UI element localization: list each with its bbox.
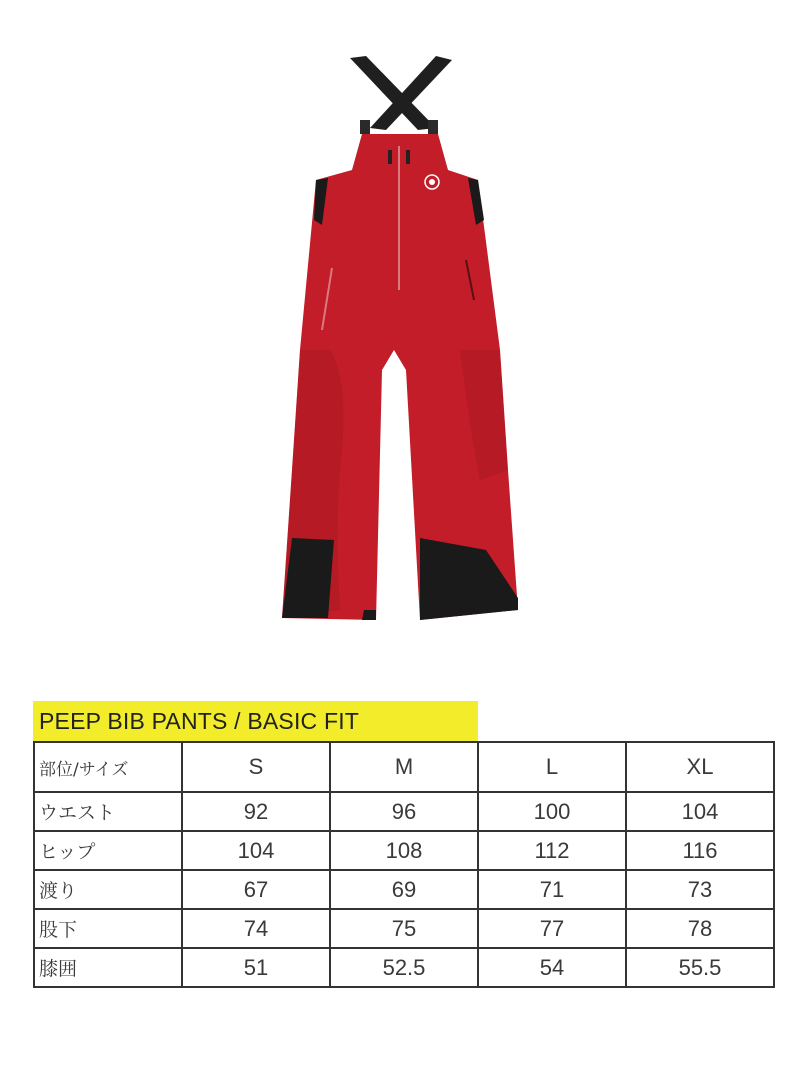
size-header-m: M	[330, 742, 478, 792]
table-cell: 104	[626, 792, 774, 831]
table-cell: 67	[182, 870, 330, 909]
table-cell: 54	[478, 948, 626, 987]
table-cell: 52.5	[330, 948, 478, 987]
size-header-l: L	[478, 742, 626, 792]
table-cell: 55.5	[626, 948, 774, 987]
table-cell: 92	[182, 792, 330, 831]
header-label-cell: 部位/サイズ	[34, 742, 182, 792]
table-cell: 69	[330, 870, 478, 909]
table-row	[34, 831, 774, 870]
table-row	[34, 948, 774, 987]
size-header-s: S	[182, 742, 330, 792]
table-cell: 51	[182, 948, 330, 987]
table-cell: 74	[182, 909, 330, 948]
table-cell: 100	[478, 792, 626, 831]
size-chart-title: PEEP BIB PANTS / BASIC FIT	[39, 707, 360, 734]
table-cell: 116	[626, 831, 774, 870]
row-label: 膝囲	[34, 948, 182, 987]
table-cell: 112	[478, 831, 626, 870]
table-cell: 71	[478, 870, 626, 909]
header-row	[34, 742, 774, 792]
table-cell: 78	[626, 909, 774, 948]
buckle-right-icon	[428, 120, 438, 134]
row-label: 渡り	[34, 870, 182, 909]
size-chart-table	[33, 741, 775, 988]
table-cell: 73	[626, 870, 774, 909]
row-label: ウエスト	[34, 792, 182, 831]
buckle-left-icon	[360, 120, 370, 134]
size-chart-title-bar	[33, 701, 478, 741]
product-image	[270, 50, 530, 630]
table-cell: 77	[478, 909, 626, 948]
table-cell: 75	[330, 909, 478, 948]
table-row	[34, 870, 774, 909]
row-label: ヒップ	[34, 831, 182, 870]
row-label: 股下	[34, 909, 182, 948]
table-cell: 108	[330, 831, 478, 870]
table-row	[34, 909, 774, 948]
table-row	[34, 792, 774, 831]
table-cell: 96	[330, 792, 478, 831]
size-header-xl: XL	[626, 742, 774, 792]
bib-body	[282, 134, 518, 620]
table-cell: 104	[182, 831, 330, 870]
